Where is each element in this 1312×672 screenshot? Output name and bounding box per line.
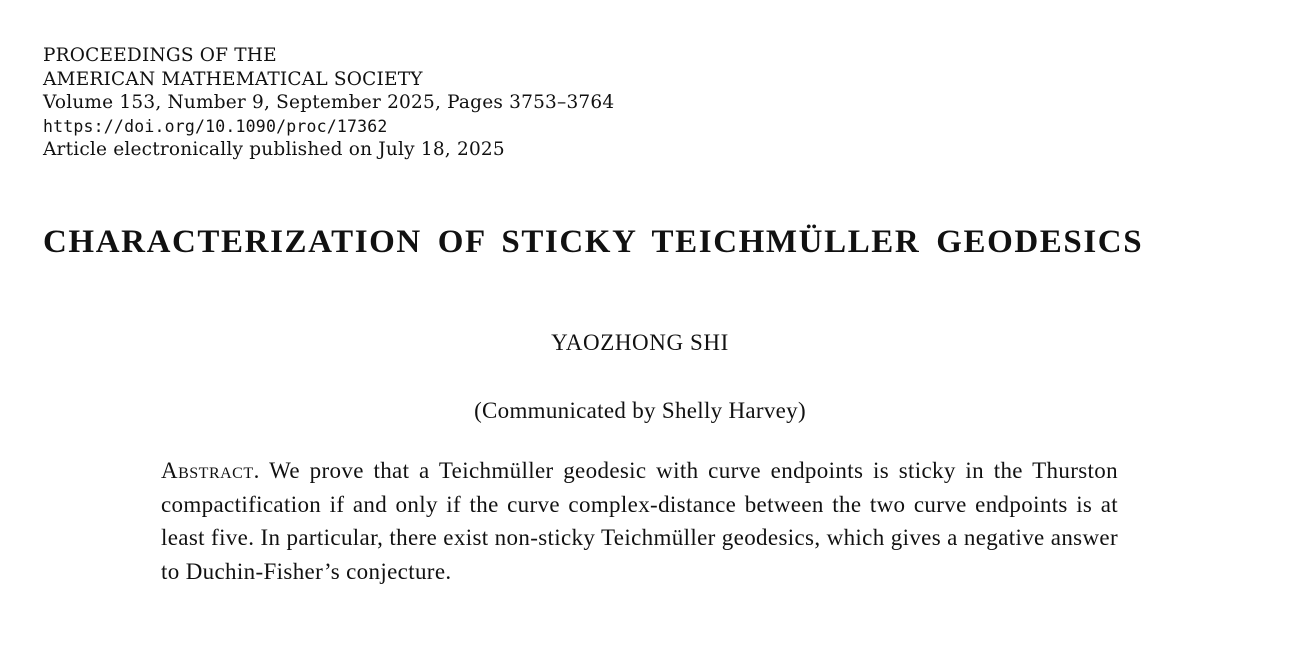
abstract bbox=[161, 454, 1118, 588]
journal-masthead bbox=[43, 44, 614, 162]
doi-link[interactable]: https://doi.org/10.1090/proc/17362 bbox=[43, 116, 388, 136]
abstract-label: Abstract. bbox=[161, 458, 260, 483]
abstract-text: We prove that a Teichmüller geodesic with curve endpoints is sticky in the Thurston compactification if and only if the curve complex-distance between the two curve endpoints is at least five. In particular, there exist non-sticky Teichmüller geodesics, which gives a negative answer to Duchin-Fisher’s conjecture. bbox=[161, 458, 1118, 584]
journal-name-line-1: PROCEEDINGS OF THE bbox=[43, 45, 277, 66]
communicated-by: (Communicated by Shelly Harvey) bbox=[474, 398, 806, 423]
journal-name-line-2: AMERICAN MATHEMATICAL SOCIETY bbox=[43, 68, 423, 90]
volume-info: Volume 153, Number 9, September 2025, Pages 3753–3764 bbox=[43, 92, 615, 113]
paper-title: CHARACTERIZATION OF STICKY TEICHMÜLLER GEODESICS bbox=[43, 224, 1144, 260]
publication-date: Article electronically published on July 18, 2025 bbox=[43, 139, 505, 160]
author-name: YAOZHONG SHI bbox=[551, 330, 729, 355]
